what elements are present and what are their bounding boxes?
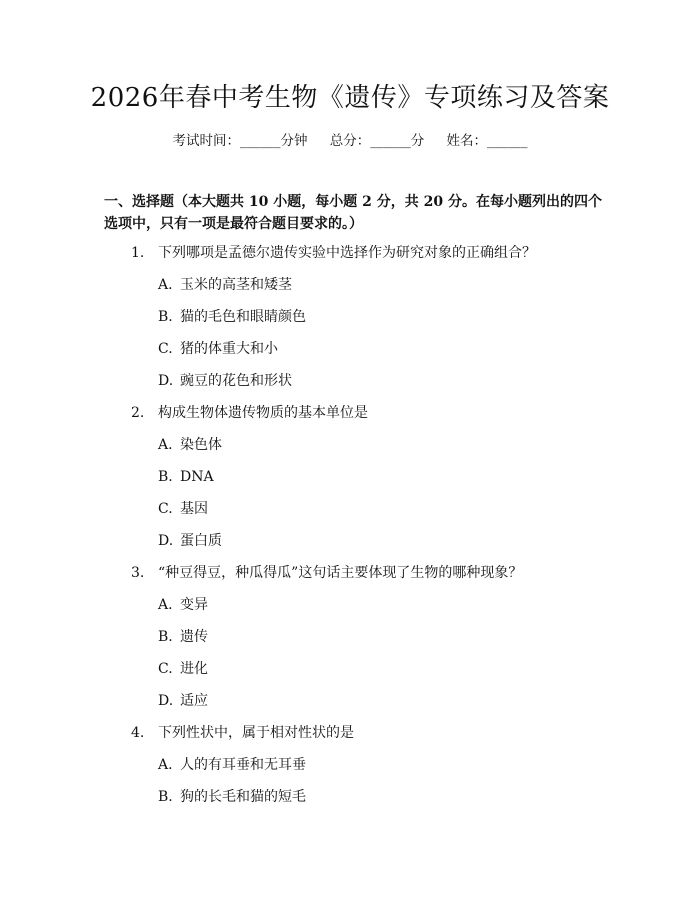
answer-option [158, 787, 306, 807]
answer-option [158, 339, 278, 359]
answer-option [158, 371, 292, 391]
exam-time: 考试时间：______分钟 [172, 133, 308, 149]
answer-option [158, 435, 222, 455]
option-letter: D. [158, 533, 174, 549]
option-letter: B. [158, 309, 173, 325]
question-number: 4. [131, 725, 145, 741]
answer-option [158, 595, 208, 615]
option-text: 猫的毛色和眼睛颜色 [180, 309, 306, 325]
option-text: 豌豆的花色和形状 [180, 373, 292, 389]
option-letter: B. [158, 469, 173, 485]
answer-option [158, 627, 208, 647]
option-letter: A. [158, 277, 173, 293]
answer-option [158, 755, 306, 775]
question-text: “种豆得豆，种瓜得瓜”这句话主要体现了生物的哪种现象？ [158, 565, 523, 581]
option-letter: A. [158, 597, 173, 613]
option-letter: C. [158, 661, 173, 677]
option-letter: C. [158, 341, 173, 357]
option-text: 变异 [180, 597, 208, 613]
answer-option [158, 531, 222, 551]
option-text: 遗传 [180, 629, 208, 645]
option-text: 蛋白质 [180, 533, 222, 549]
answer-option [158, 659, 208, 679]
question-number: 3. [131, 565, 145, 581]
option-letter: D. [158, 693, 174, 709]
page-title: 2026年春中考生物《遗传》专项练习及答案 [90, 83, 610, 113]
exam-score: 总分：______分 [329, 133, 425, 149]
answer-option [158, 307, 306, 327]
question-text: 下列哪项是孟德尔遗传实验中选择作为研究对象的正确组合？ [158, 245, 536, 261]
option-text: 染色体 [180, 437, 222, 453]
question-number: 2. [131, 405, 145, 421]
option-text: 玉米的高茎和矮茎 [180, 277, 292, 293]
option-letter: C. [158, 501, 173, 517]
option-text: DNA [180, 469, 214, 485]
option-letter: A. [158, 757, 173, 773]
option-letter: B. [158, 789, 173, 805]
option-text: 适应 [180, 693, 208, 709]
answer-option [158, 691, 208, 711]
option-text: 狗的长毛和猫的短毛 [180, 789, 306, 805]
option-text: 人的有耳垂和无耳垂 [180, 757, 306, 773]
option-text: 猪的体重大和小 [180, 341, 278, 357]
option-letter: A. [158, 437, 173, 453]
question-text: 构成生物体遗传物质的基本单位是 [158, 405, 368, 421]
exam-meta [0, 131, 700, 151]
option-text: 进化 [180, 661, 208, 677]
question-number: 1. [131, 245, 145, 261]
answer-option [158, 275, 292, 295]
option-letter: D. [158, 373, 174, 389]
question-text: 下列性状中，属于相对性状的是 [158, 725, 354, 741]
student-name: 姓名：______ [446, 133, 528, 149]
answer-option [158, 499, 208, 519]
answer-option [158, 467, 214, 487]
option-text: 基因 [180, 501, 208, 517]
section-heading: 一、选择题（本大题共 10 小题，每小题 2 分，共 20 分。在每小题列出的四个选项中，只有一项是最符合题目要求的。） [104, 194, 602, 232]
option-letter: B. [158, 629, 173, 645]
